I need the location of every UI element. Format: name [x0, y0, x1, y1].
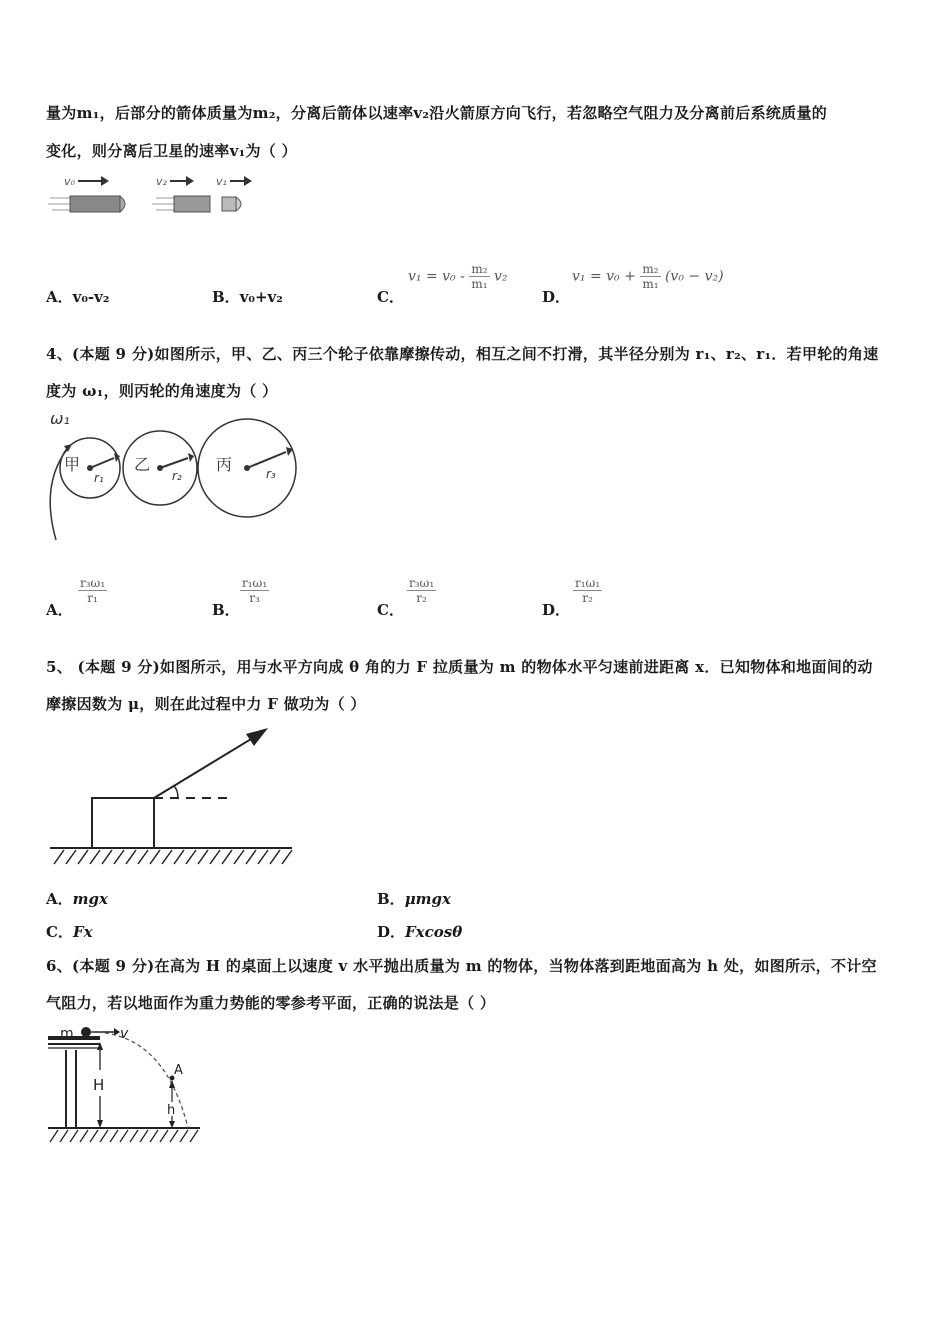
q5-option-b[interactable]: B．μmgx — [377, 890, 451, 908]
q6-height-H-label: H — [93, 1076, 105, 1094]
q4-option-c[interactable]: C． — [377, 601, 404, 619]
q6-mass-label: m — [60, 1026, 74, 1042]
q3-stem-line1: 量为m₁，后部分的箭体质量为m₂，分离后箭体以速率v₂沿火箭原方向飞行，若忽略空气阻力及分离前后系统质量的 — [46, 104, 828, 122]
q4-option-b-formula: $\frac{\text{r₁ω₁}}{\text{r₃}}$ — [242, 576, 268, 605]
q6-stem-line1: 6、(本题 9 分)在高为 H 的桌面上以速度 v 水平抛出质量为 m 的物体，当物体落到距地面高为 h 处，如图所示，不计空 — [46, 957, 877, 975]
q4-r2-label: r₂ — [172, 469, 182, 483]
q5-stem-line1: 5、 (本题 9 分)如图所示，用与水平方向成 θ 角的力 F 拉质量为 m 的物体水平匀速前进距离 x．已知物体和地面间的动 — [46, 658, 873, 676]
q4-option-d[interactable]: D． — [542, 601, 571, 619]
q3-option-d[interactable]: D． — [542, 288, 571, 306]
q3-label-v2: v₂ — [156, 175, 167, 188]
q3-label-v1: v₁ — [216, 175, 227, 188]
q3-option-b[interactable]: B．v₀+v₂ — [212, 288, 283, 306]
q6-height-h-label: h — [167, 1103, 176, 1118]
q4-r1-label: r₁ — [94, 471, 104, 485]
q4-wheel-jia: 甲 — [64, 455, 81, 474]
q3-label-v0: v₀ — [64, 175, 75, 188]
q4-stem-line2: 度为 ω₁，则丙轮的角速度为（ ） — [46, 382, 278, 400]
q4-stem-line1: 4、(本题 9 分)如图所示，甲、乙、丙三个轮子依靠摩擦传动，相互之间不打滑，其半径分别为 r₁、r₂、r₁．若甲轮的角速 — [46, 345, 879, 363]
q4-wheel-bing: 丙 — [216, 455, 233, 474]
q4-wheel-yi: 乙 — [134, 455, 151, 474]
q3-option-d-formula: v₁ = v₀ + $\frac{\text{m₂}}{\text{m₁}}$ (v₀ − v₂) — [572, 262, 724, 291]
q3-rocket-figure — [46, 170, 261, 222]
q6-point-A-label: A — [174, 1063, 183, 1078]
q4-option-a[interactable]: A． — [46, 601, 73, 619]
q5-option-c[interactable]: C．Fx — [46, 923, 93, 941]
q3-option-c[interactable]: C． — [377, 288, 404, 306]
q5-ground-hatch — [54, 850, 292, 864]
q6-stem-line2: 气阻力，若以地面作为重力势能的零参考平面，正确的说法是（ ） — [46, 994, 496, 1012]
q4-option-d-formula: $\frac{\text{r₁ω₁}}{\text{r₂}}$ — [575, 576, 601, 605]
q4-wheels-figure — [40, 404, 310, 544]
q4-r3-label: r₃ — [266, 467, 276, 481]
q3-stem-line2: 变化，则分离后卫星的速率v₁为（ ） — [46, 142, 297, 160]
q4-option-a-formula: $\frac{\text{r₃ω₁}}{\text{r₁}}$ — [80, 576, 106, 605]
q5-option-a[interactable]: A．mgx — [46, 890, 108, 908]
q4-option-c-formula: $\frac{\text{r₃ω₁}}{\text{r₂}}$ — [409, 576, 435, 605]
q3-option-a[interactable]: A．v₀-v₂ — [46, 288, 110, 306]
q4-option-b[interactable]: B． — [212, 601, 240, 619]
q5-stem-line2: 摩擦因数为 μ，则在此过程中力 F 做功为（ ） — [46, 695, 366, 713]
q6-projectile-figure — [44, 1022, 204, 1146]
q4-omega-label: ω₁ — [50, 409, 70, 428]
q3-option-c-formula: v₁ = v₀ - $\frac{\text{m₂}}{\text{m₁}}$ v₂ — [408, 262, 508, 291]
q5-force-figure — [46, 720, 296, 868]
q5-option-d[interactable]: D．Fxcosθ — [377, 923, 463, 941]
q6-velocity-label: v — [120, 1026, 129, 1042]
